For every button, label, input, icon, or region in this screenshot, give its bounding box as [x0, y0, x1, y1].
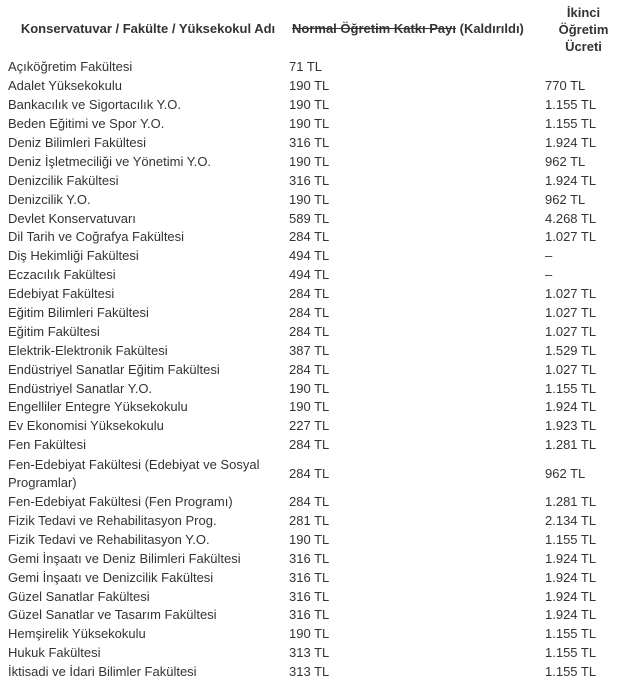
institution-name-cell: Eğitim Bilimleri Fakültesi: [8, 305, 149, 321]
normal-fee-cell: 227 TL: [289, 418, 330, 434]
normal-fee-cell: 284 TL: [289, 229, 330, 245]
normal-fee-cell: 190 TL: [289, 626, 330, 642]
table-row: [4, 360, 624, 379]
table-row: [4, 530, 624, 549]
normal-fee-cell: 284 TL: [289, 361, 330, 377]
second-education-fee-cell: 2.134 TL: [545, 513, 597, 529]
normal-fee-cell: 71 TL: [289, 59, 323, 75]
second-education-fee-cell: 962 TL: [545, 465, 586, 481]
second-education-fee-cell: 962 TL: [545, 191, 586, 207]
institution-name-cell: Güzel Sanatlar ve Tasarım Fakültesi: [8, 607, 217, 623]
table-row: [4, 455, 624, 493]
second-education-fee-cell: 1.155 TL: [545, 664, 597, 680]
normal-fee-cell: 284 TL: [289, 305, 330, 321]
normal-fee-cell: 313 TL: [289, 664, 330, 680]
header-col3-line3: Ücreti: [565, 38, 602, 54]
table-row: [4, 398, 624, 417]
normal-fee-cell: 190 TL: [289, 78, 330, 94]
institution-name-cell: Eczacılık Fakültesi: [8, 267, 116, 283]
institution-name-cell: Fen-Edebiyat Fakültesi (Edebiyat ve Sosyal Programlar): [8, 456, 260, 490]
second-education-fee-cell: 1.281 TL: [545, 494, 597, 510]
normal-fee-cell: 284 TL: [289, 494, 330, 510]
normal-fee-cell: 284 TL: [289, 286, 330, 302]
header-normal-fee-struck: Normal Öğretim Katkı Payı: [292, 21, 456, 36]
table-row: [4, 512, 624, 531]
header-col3-line1: İkinci: [566, 4, 601, 20]
institution-name-cell: Deniz İşletmeciliği ve Yönetimi Y.O.: [8, 153, 212, 169]
institution-name-cell: Ev Ekonomisi Yüksekokulu: [8, 418, 164, 434]
normal-fee-cell: 494 TL: [289, 267, 330, 283]
institution-name-cell: Elektrik-Elektronik Fakültesi: [8, 342, 168, 358]
institution-name-cell: Fizik Tedavi ve Rehabilitasyon Prog.: [8, 513, 217, 529]
header-normal-fee: [288, 0, 543, 58]
institution-name-cell: Fizik Tedavi ve Rehabilitasyon Y.O.: [8, 531, 210, 547]
normal-fee-cell: 316 TL: [289, 569, 330, 585]
table-row: [4, 77, 624, 96]
second-education-fee-cell: 1.155 TL: [545, 116, 597, 132]
table-row: [4, 304, 624, 323]
second-education-fee-cell: 1.924 TL: [545, 399, 597, 415]
table-row: [4, 606, 624, 625]
table-row: [4, 228, 624, 247]
institution-name-cell: Engelliler Entegre Yüksekokulu: [8, 399, 188, 415]
table-row: [4, 644, 624, 663]
table-row: [4, 285, 624, 304]
institution-name-cell: Diş Hekimliği Fakültesi: [8, 248, 139, 264]
second-education-fee-cell: 1.281 TL: [545, 437, 597, 453]
table-row: [4, 625, 624, 644]
second-education-fee-cell: 1.924 TL: [545, 135, 597, 150]
institution-name-cell: Edebiyat Fakültesi: [8, 286, 115, 302]
institution-name-cell: Fen-Edebiyat Fakültesi (Fen Programı): [8, 494, 233, 510]
institution-name-cell: Hemşirelik Yüksekokulu: [8, 626, 146, 642]
institution-name-cell: Açıköğretim Fakültesi: [8, 59, 133, 75]
table-row: [4, 549, 624, 568]
normal-fee-cell: 494 TL: [289, 248, 330, 264]
institution-name-cell: Denizcilik Fakültesi: [8, 172, 119, 188]
institution-name-cell: Deniz Bilimleri Fakültesi: [8, 135, 146, 150]
second-education-fee-cell: 1.924 TL: [545, 569, 597, 585]
institution-name-cell: Beden Eğitimi ve Spor Y.O.: [8, 116, 165, 132]
table-row: [4, 209, 624, 228]
second-education-fee-cell: 1.529 TL: [545, 342, 597, 358]
normal-fee-cell: 190 TL: [289, 153, 330, 169]
normal-fee-cell: 284 TL: [289, 437, 330, 453]
institution-name-cell: Endüstriyel Sanatlar Eğitim Fakültesi: [8, 361, 220, 377]
institution-name-cell: Devlet Konservatuvarı: [8, 210, 136, 226]
table-row: [4, 417, 624, 436]
second-education-fee-cell: 1.155 TL: [545, 380, 597, 396]
second-education-fee-cell: 1.155 TL: [545, 531, 597, 547]
normal-fee-cell: 284 TL: [289, 465, 330, 481]
normal-fee-cell: 190 TL: [289, 531, 330, 547]
table-row: [4, 266, 624, 285]
second-education-fee-cell: 1.027 TL: [545, 229, 597, 245]
table-row: [4, 115, 624, 134]
table-row: [4, 96, 624, 115]
second-education-fee-cell: 1.027 TL: [545, 361, 597, 377]
normal-fee-cell: 316 TL: [289, 172, 330, 188]
institution-name-cell: Bankacılık ve Sigortacılık Y.O.: [8, 97, 181, 113]
table-row: [4, 568, 624, 587]
table-row: [4, 58, 624, 77]
table-header-row: [4, 0, 624, 58]
second-education-fee-cell: 1.027 TL: [545, 286, 597, 302]
normal-fee-cell: 316 TL: [289, 607, 330, 623]
institution-name-cell: Hukuk Fakültesi: [8, 645, 101, 661]
fee-table: [4, 0, 624, 682]
normal-fee-cell: 190 TL: [289, 97, 330, 113]
normal-fee-cell: 281 TL: [289, 513, 330, 529]
second-education-fee-cell: 1.924 TL: [545, 550, 597, 566]
second-education-fee-cell: 4.268 TL: [545, 210, 597, 226]
institution-name-cell: Güzel Sanatlar Fakültesi: [8, 588, 150, 604]
institution-name-cell: İktisadi ve İdari Bilimler Fakültesi: [8, 664, 197, 680]
normal-fee-cell: 190 TL: [289, 191, 330, 207]
second-education-fee-cell: 1.155 TL: [545, 626, 597, 642]
second-education-fee-cell: 1.155 TL: [545, 645, 597, 661]
header-second-education-fee: [543, 0, 624, 58]
institution-name-cell: Gemi İnşaatı ve Denizcilik Fakültesi: [8, 569, 214, 585]
second-education-fee-cell: 1.923 TL: [545, 418, 597, 434]
table-row: [4, 152, 624, 171]
header-normal-fee-note: (Kaldırıldı): [456, 21, 524, 36]
normal-fee-cell: 190 TL: [289, 399, 330, 415]
table-row: [4, 247, 624, 266]
table-row: [4, 379, 624, 398]
table-row: [4, 134, 624, 153]
table-row: [4, 322, 624, 341]
normal-fee-cell: 190 TL: [289, 116, 330, 132]
institution-name-cell: Gemi İnşaatı ve Deniz Bilimleri Fakültesi: [8, 550, 241, 566]
table-body: [4, 58, 624, 682]
second-education-fee-cell: [543, 58, 624, 77]
normal-fee-cell: 284 TL: [289, 323, 330, 339]
header-col3-line2: Öğretim: [558, 21, 609, 37]
table-row: [4, 171, 624, 190]
table-row: [4, 436, 624, 455]
normal-fee-cell: 190 TL: [289, 380, 330, 396]
institution-name-cell: Dil Tarih ve Coğrafya Fakültesi: [8, 229, 185, 245]
normal-fee-cell: 589 TL: [289, 210, 330, 226]
table-row: [4, 663, 624, 682]
normal-fee-cell: 313 TL: [289, 645, 330, 661]
normal-fee-cell: 316 TL: [289, 550, 330, 566]
institution-name-cell: Adalet Yüksekokulu: [8, 78, 122, 94]
normal-fee-cell: 316 TL: [289, 588, 330, 604]
institution-name-cell: Endüstriyel Sanatlar Y.O.: [8, 380, 153, 396]
second-education-fee-cell: –: [545, 248, 553, 264]
normal-fee-cell: 316 TL: [289, 135, 330, 150]
institution-name-cell: Fen Fakültesi: [8, 437, 87, 453]
institution-name-cell: Denizcilik Y.O.: [8, 191, 91, 207]
institution-name-cell: Eğitim Fakültesi: [8, 323, 100, 339]
second-education-fee-cell: 1.924 TL: [545, 607, 597, 623]
second-education-fee-cell: 962 TL: [545, 153, 586, 169]
header-institution-name: Konservatuvar / Fakülte / Yüksekokul Adı: [20, 21, 276, 36]
second-education-fee-cell: 1.924 TL: [545, 172, 597, 188]
normal-fee-cell: 387 TL: [289, 342, 330, 358]
second-education-fee-cell: 1.155 TL: [545, 97, 597, 113]
table-row: [4, 587, 624, 606]
second-education-fee-cell: 1.027 TL: [545, 305, 597, 321]
table-row: [4, 190, 624, 209]
table-row: [4, 493, 624, 512]
second-education-fee-cell: 1.924 TL: [545, 588, 597, 604]
table-row: [4, 341, 624, 360]
second-education-fee-cell: 1.027 TL: [545, 323, 597, 339]
second-education-fee-cell: –: [545, 267, 553, 283]
second-education-fee-cell: 770 TL: [545, 78, 586, 94]
